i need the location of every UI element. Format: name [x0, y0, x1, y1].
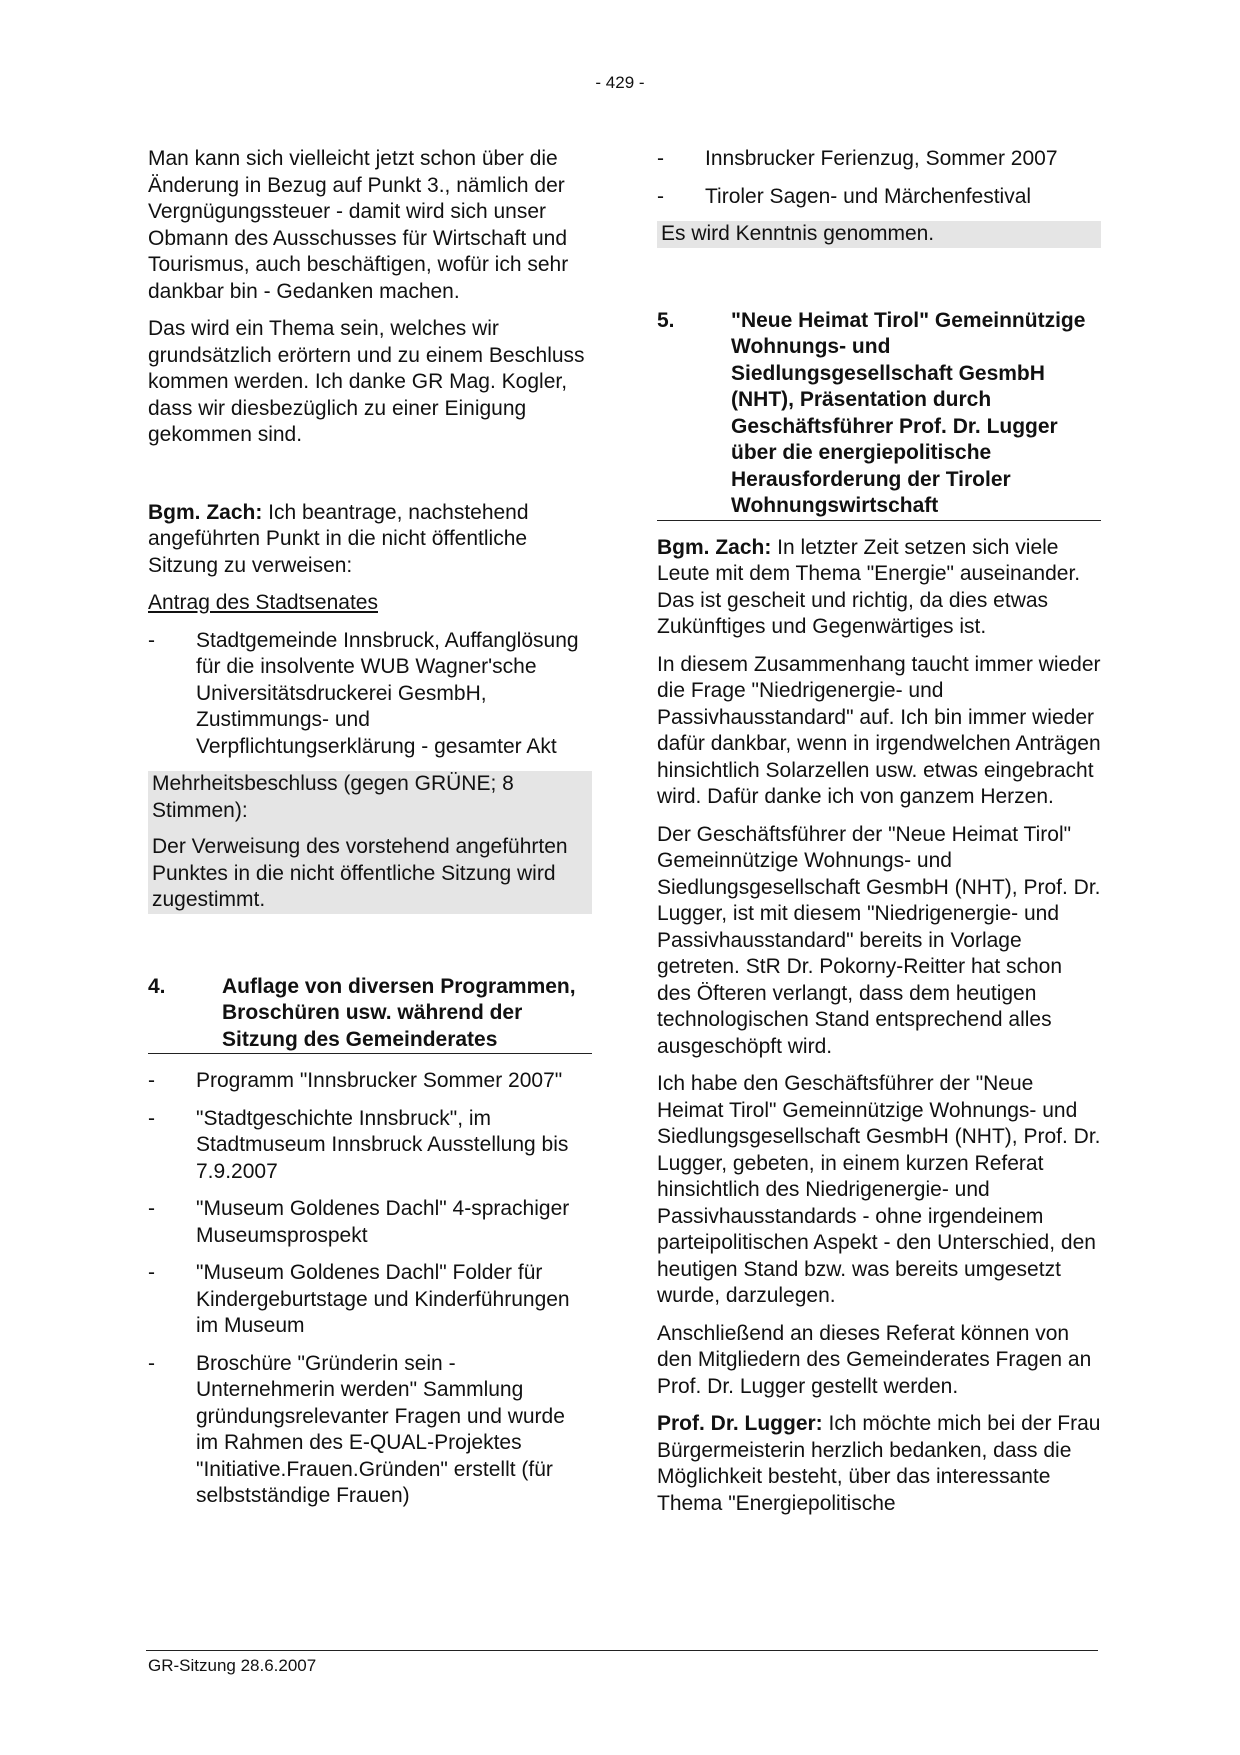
paragraph: Der Geschäftsführer der "Neue Heimat Tirol" Gemeinnützige Wohnungs- und Siedlungsgesellschaft GesmbH (NHT), Prof. Dr. Lugger, ist mit diesem "Niedrigenergie- und Passivhausstandard" bereits in Vorlage getreten. StR Dr. Pokorny-Reitter hat schon des Öfteren verlangt, dass dem heutigen technologischen Stand entsprechend alles ausgeschöpft wird.: [657, 822, 1101, 1058]
speaker-name: Bgm. Zach:: [657, 535, 772, 559]
left-column: [148, 146, 592, 1521]
paragraph: Das wird ein Thema sein, welches wir grundsätzlich erörtern und zu einem Beschluss kommen werden. Ich danke GR Mag. Kogler, dass wir diesbezüglich zu einer Einigung gekommen sind.: [148, 317, 585, 446]
antrag-heading: Antrag des Stadtsenates: [148, 591, 378, 614]
list-item: - Broschüre "Gründerin sein - Unternehmerin werden" Sammlung gründungsrelevanter Fragen und wurde im Rahmen des E-QUAL-Projektes "Initiative.Frauen.Gründen" erstellt (für selbstständige Frauen): [148, 1351, 565, 1507]
list-item: - "Museum Goldenes Dachl" 4-sprachiger Museumsprospekt: [148, 1197, 570, 1247]
decision-box: Es wird Kenntnis genommen.: [657, 221, 1101, 248]
list-item: - "Museum Goldenes Dachl" Folder für Kindergeburtstage und Kinderführungen im Museum: [148, 1261, 570, 1337]
paragraph: In diesem Zusammenhang taucht immer wieder die Frage "Niedrigenergie- und Passivhausstandard" auf. Ich bin immer wieder dafür dankbar, wenn in irgendwelchen Anträgen hinsichtlich Solarzellen usw. etwas eingebracht wird. Dafür danke ich von ganzem Herzen.: [657, 652, 1101, 808]
list-item: - Programm "Innsbrucker Sommer 2007": [148, 1069, 563, 1092]
section-heading-4: 4. Auflage von diversen Programmen, Broschüren usw. während der Sitzung des Gemeinderates: [148, 974, 592, 1055]
right-column: [657, 146, 1101, 1528]
speaker-paragraph: [148, 500, 592, 580]
page-number: - 429 -: [595, 73, 645, 92]
decision-box: Der Verweisung des vorstehend angeführten Punktes in die nicht öffentliche Sitzung wird zugestimmt.: [148, 824, 592, 914]
list-item: - Innsbrucker Ferienzug, Sommer 2007: [657, 147, 1058, 170]
speaker-name: Prof. Dr. Lugger:: [657, 1412, 823, 1435]
list-item: - "Stadtgeschichte Innsbruck", im Stadtmuseum Innsbruck Ausstellung bis 7.9.2007: [148, 1106, 569, 1183]
speaker-name: Bgm. Zach:: [148, 500, 263, 524]
footer-session-date: GR-Sitzung 28.6.2007: [148, 1656, 317, 1675]
section-heading-5: 5. "Neue Heimat Tirol" Gemeinnützige Wohnungs- und Siedlungsgesellschaft GesmbH (NHT), Präsentation durch Geschäftsführer Prof. Dr. Lugger über die energiepolitische Herausforderung der Tiroler Wohnungswirtschaft: [657, 308, 1101, 521]
paragraph: Anschließend an dieses Referat können von den Mitgliedern des Gemeinderates Fragen an Prof. Dr. Lugger gestellt werden.: [657, 1321, 1092, 1398]
speaker-paragraph: [657, 535, 1101, 641]
decision-box: Mehrheitsbeschluss (gegen GRÜNE; 8 Stimmen):: [148, 771, 592, 824]
speaker-text: In letzter Zeit setzen sich viele Leute mit dem Thema "Energie" auseinander. Das ist gescheit und richtig, da dies etwas Zukünftiges und Gegenwärtiges ist.: [657, 535, 1081, 638]
list-item: - Stadtgemeinde Innsbruck, Auffanglösung für die insolvente WUB Wagner'sche Universitätsdruckerei GesmbH, Zustimmungs- und Verpflichtungserklärung - gesamter Akt: [148, 628, 579, 758]
speaker-paragraph: [657, 1411, 1101, 1517]
list-item: - Tiroler Sagen- und Märchenfestival: [657, 184, 1032, 208]
speaker-text: Ich beantrage, nachstehend angeführten Punkt in die nicht öffentliche Sitzung zu verweisen:: [148, 500, 529, 577]
paragraph: Man kann sich vielleicht jetzt schon über die Änderung in Bezug auf Punkt 3., nämlich der Vergnügungssteuer - damit wird sich unser Obmann des Ausschusses für Wirtschaft und Tourismus, auch beschäftigen, wofür ich sehr dankbar bin - Gedanken machen.: [148, 147, 569, 303]
footer-divider: [146, 1650, 1098, 1651]
speaker-text: Ich möchte mich bei der Frau Bürgermeisterin herzlich bedanken, dass die Möglichkeit besteht, über das interessante Thema "Energiepolitische: [657, 1412, 1101, 1515]
paragraph: Ich habe den Geschäftsführer der "Neue Heimat Tirol" Gemeinnützige Wohnungs- und Siedlungsgesellschaft GesmbH (NHT), Prof. Dr. Lugger, gebeten, in einem kurzen Referat hinsichtlich des Niedrigenergie- und Passivhausstandards - ohne irgendeinem parteipolitischen Aspekt - den Unterschied, den heutigen Stand bzw. was bereits umgesetzt wurde, darzulegen.: [657, 1072, 1101, 1307]
